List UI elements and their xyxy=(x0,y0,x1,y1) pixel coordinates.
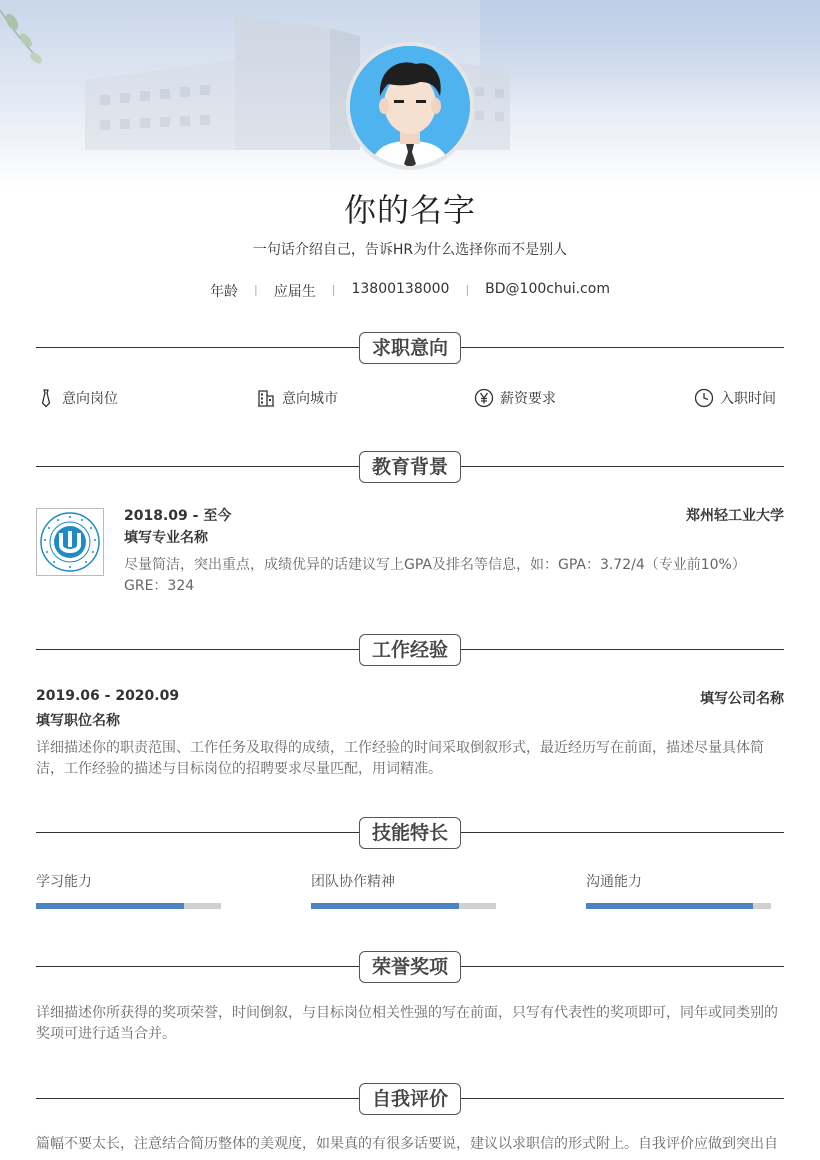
skill-label: 团队协作精神 xyxy=(311,874,395,890)
section-title: 荣誉奖项 xyxy=(359,951,461,983)
phone: 13800138000 xyxy=(351,281,450,297)
tagline: 一句话介绍自己，告诉HR为什么选择你而不是别人 xyxy=(252,242,568,258)
honors-description: 详细描述你所获得的奖项荣誉，时间倒叙，与目标岗位相关性强的写在前面，只写有代表性的奖项即可，同年或同类别的奖项可进行适当合并。 xyxy=(36,1005,778,1042)
intent-label: 入职时间 xyxy=(720,391,776,407)
section-skills-header xyxy=(36,817,784,849)
skill-bar-fill xyxy=(586,903,753,909)
skill-bar xyxy=(36,903,221,909)
skill-bar-fill xyxy=(36,903,184,909)
section-title: 求职意向 xyxy=(359,332,461,364)
intent-position xyxy=(36,388,118,408)
section-title: 技能特长 xyxy=(359,817,461,849)
section-education-header xyxy=(36,451,784,483)
clock-icon xyxy=(694,388,714,408)
skill-label: 学习能力 xyxy=(36,874,92,890)
email: BD@100chui.com xyxy=(485,281,610,297)
education-period: 2018.09 - 至今 xyxy=(124,508,232,524)
skill-item xyxy=(311,871,496,909)
branch-decoration xyxy=(0,10,44,66)
avatar-illustration xyxy=(350,46,470,166)
tie-icon xyxy=(36,388,56,408)
skill-item xyxy=(586,871,771,909)
skill-bar-fill xyxy=(311,903,459,909)
intent-salary xyxy=(474,388,556,408)
section-title: 工作经验 xyxy=(359,634,461,666)
section-title: 教育背景 xyxy=(359,451,461,483)
divider: | xyxy=(254,283,258,296)
company-name: 填写公司名称 xyxy=(700,691,784,707)
yen-icon xyxy=(474,388,494,408)
intent-label: 薪资要求 xyxy=(500,391,556,407)
skill-bar xyxy=(311,903,496,909)
self-evaluation-description: 篇幅不要太长，注意结合简历整体的美观度，如果真的有很多话要说，建议以求职信的形式附上。自我评价应做到突出自 xyxy=(36,1136,778,1152)
section-title: 自我评价 xyxy=(359,1083,461,1115)
skill-label: 沟通能力 xyxy=(586,874,642,890)
section-work-header xyxy=(36,634,784,666)
school-name: 郑州轻工业大学 xyxy=(686,508,784,524)
work-period: 2019.06 - 2020.09 xyxy=(36,688,180,704)
intent-label: 意向岗位 xyxy=(62,391,118,407)
status: 应届生 xyxy=(273,284,316,300)
intent-row xyxy=(36,388,784,410)
section-honors-header xyxy=(36,951,784,983)
divider: | xyxy=(331,283,336,296)
section-self-header xyxy=(36,1083,784,1115)
contact-bar xyxy=(0,281,820,301)
intent-start-date xyxy=(694,388,776,408)
education-description: 尽量简洁，突出重点，成绩优异的话建议写上GPA及排名等信息，如：GPA：3.72/4（专业前10%） GRE：324 xyxy=(124,557,746,594)
major-name: 填写专业名称 xyxy=(124,530,208,546)
position-name: 填写职位名称 xyxy=(36,713,120,729)
divider: | xyxy=(465,283,470,296)
avatar xyxy=(346,42,474,170)
university-emblem-icon xyxy=(39,511,101,573)
section-intent-header xyxy=(36,332,784,364)
school-logo xyxy=(36,508,104,576)
age: 年龄 xyxy=(210,284,239,300)
skill-bar xyxy=(586,903,771,909)
work-description: 详细描述你的职责范围、工作任务及取得的成绩，工作经验的时间采取倒叙形式，最近经历写在前面，描述尽量具体简洁，工作经验的描述与目标岗位的招聘要求尽量匹配，用词精准。 xyxy=(36,740,764,777)
skill-item xyxy=(36,871,221,909)
intent-label: 意向城市 xyxy=(282,391,338,407)
intent-city xyxy=(256,388,338,408)
candidate-name: 你的名字 xyxy=(343,191,476,229)
building-icon xyxy=(256,388,276,408)
